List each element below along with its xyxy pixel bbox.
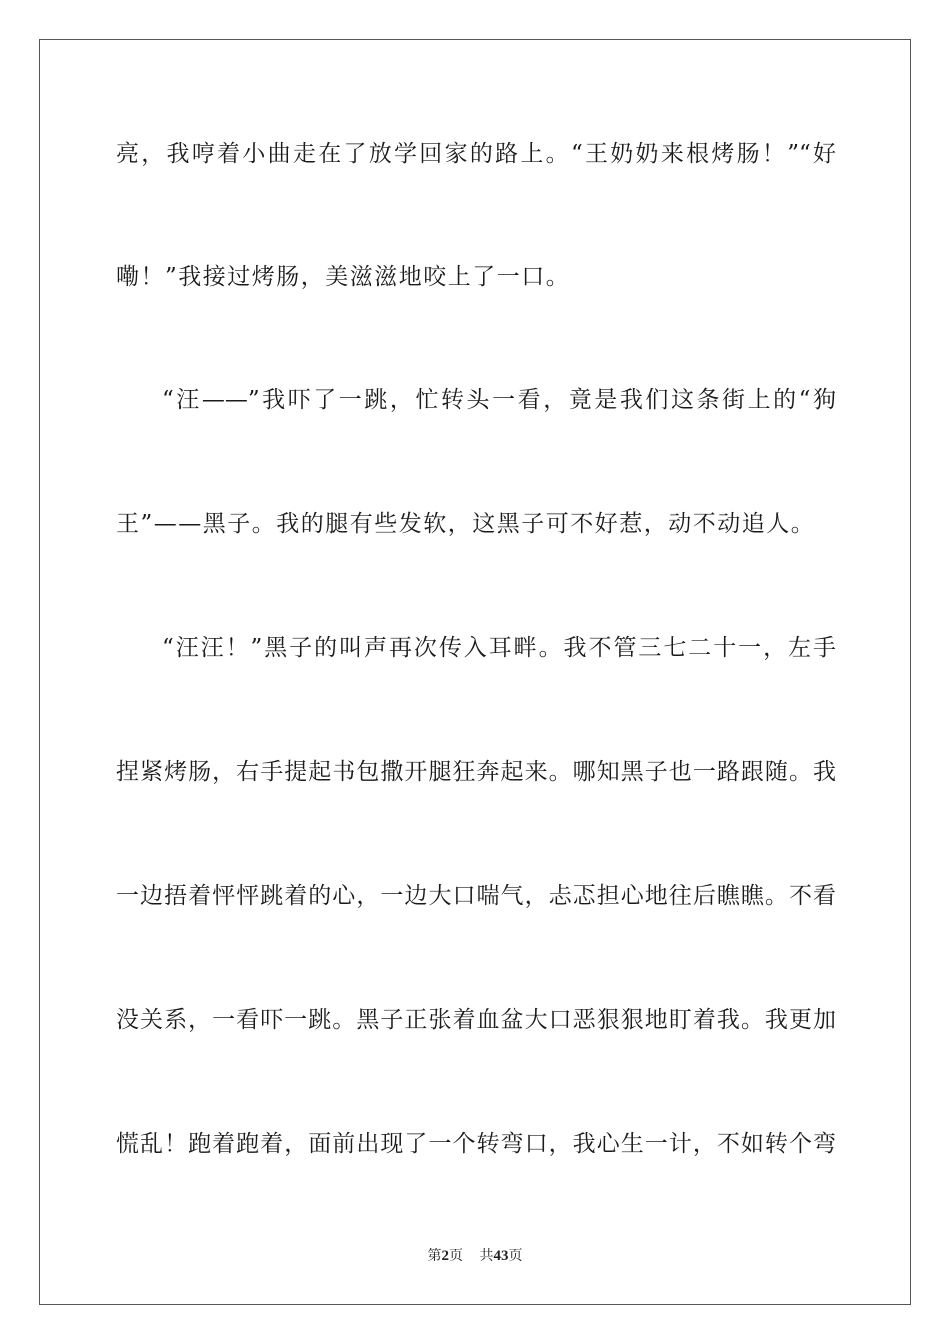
total-pages: 43 (493, 1248, 509, 1264)
text-line-3: “汪——”我吓了一跳，忙转头一看，竟是我们这条街上的“狗 (162, 387, 836, 413)
page-suffix: 页 (449, 1248, 464, 1264)
total-prefix: 共 (479, 1248, 494, 1264)
total-suffix: 页 (508, 1248, 523, 1264)
total-indicator (479, 1248, 522, 1264)
page-prefix: 第 (427, 1248, 442, 1264)
text-line-4: 王”——黑子。我的腿有些发软，这黑子可不好惹，动不动追人。 (116, 511, 816, 537)
text-line-1: 亮，我哼着小曲走在了放学回家的路上。“王奶奶来根烤肠！”“好 (116, 141, 836, 167)
text-line-2: 嘞！”我接过烤肠，美滋滋地咬上了一口。 (116, 264, 571, 290)
page-indicator (428, 1248, 464, 1264)
page-number: 2 (441, 1248, 450, 1264)
text-line-9: 慌乱！跑着跑着，面前出现了一个转弯口，我心生一计，不如转个弯 (116, 1131, 836, 1157)
text-line-5: “汪汪！”黑子的叫声再次传入耳畔。我不管三七二十一，左手 (162, 635, 836, 661)
page-border (39, 39, 911, 1305)
page-footer (0, 1247, 950, 1265)
text-line-7: 一边捂着怦怦跳着的心，一边大口喘气，忐忑担心地往后瞧瞧。不看 (116, 883, 836, 909)
text-line-6: 捏紧烤肠，右手提起书包撒开腿狂奔起来。哪知黑子也一路跟随。我 (116, 759, 836, 785)
text-line-8: 没关系，一看吓一跳。黑子正张着血盆大口恶狠狠地盯着我。我更加 (116, 1007, 836, 1033)
